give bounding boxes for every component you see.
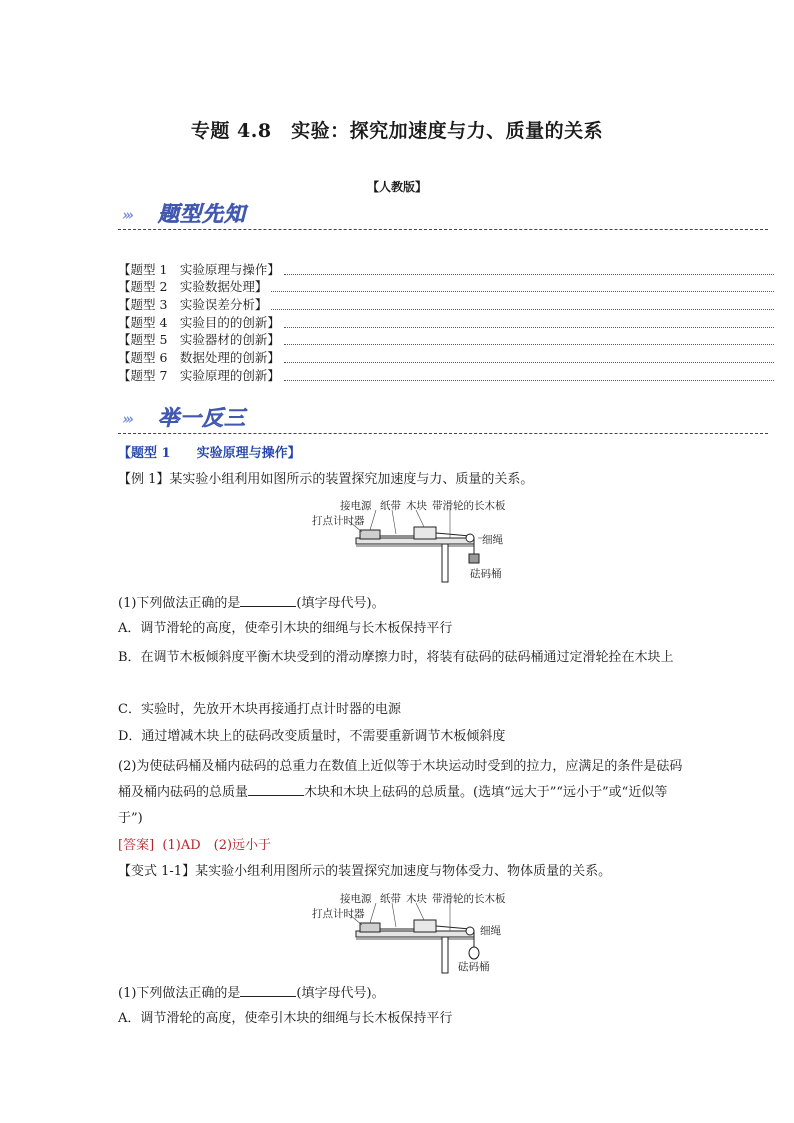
diagram-label: 细绳 [482,534,503,546]
question-text: (1)下列做法正确的是 [118,986,241,1001]
diagram-label: 接电源 [340,893,372,905]
option-a: A．调节滑轮的高度，使牵引木块的细绳与长木板保持平行 [118,1011,453,1026]
diagram-label: 带滑轮的长木板 [432,893,506,905]
toc-leader [284,343,774,345]
toc-item-label: 【题型 1 实验原理与操作】 [118,261,280,277]
question-text: (1)下列做法正确的是 [118,596,241,611]
banner-arrows-icon: ››› [122,410,131,428]
question-text: 木块和木块上砝码的总质量。(选填“远大于”“远小于”或“近似等于”) [118,785,668,826]
divider [118,229,768,230]
toc-leader [284,379,774,381]
question-2 [118,754,690,832]
option-b: B．在调节木板倾斜度平衡木块受到的滑动摩擦力时，将装有砝码的砝码桶通过定滑轮拴在木块上 [118,650,674,665]
diagram-label: 打点计时器 [312,908,365,920]
example-stem-text: 某实验小组利用如图所示的装置探究加速度与力、质量的关系。 [169,472,534,487]
question-text: (填字母代号)。 [296,596,385,611]
answer [118,836,678,856]
divider [118,433,768,434]
question-text: (填字母代号)。 [296,986,385,1001]
option-c: C．实验时，先放开木块再接通打点计时器的电源 [118,702,401,717]
toc-item-label: 【题型 6 数据处理的创新】 [118,350,280,366]
answer-blank[interactable] [240,594,296,607]
toc-item[interactable] [118,260,774,278]
toc-item-label: 【题型 2 实验数据处理】 [118,279,268,295]
option-a: A．调节滑轮的高度，使牵引木块的细绳与长木板保持平行 [118,621,453,636]
banner-arrows-icon: ››› [122,206,131,224]
example-tag: 【例 1】 [118,472,170,487]
diagram-label: 砝码桶 [470,568,502,580]
apparatus-diagram [310,889,510,975]
answer-tag: [答案] [118,838,155,853]
diagram-label: 木块 [406,500,427,512]
toc-item[interactable] [118,313,774,331]
toc-item[interactable] [118,366,774,384]
diagram-label: 纸带 [380,893,401,905]
example-stem [118,470,718,490]
toc-item[interactable] [118,295,774,313]
question-1 [118,594,678,614]
toc-leader [284,273,774,275]
toc-leader [271,290,774,292]
toc-item[interactable] [118,331,774,349]
variant-stem [118,862,718,882]
section-banner-practice [118,404,768,434]
toc-leader [284,326,774,328]
diagram-label: 打点计时器 [312,515,365,527]
edition-label: 【人教版】 [366,180,427,194]
question-text: (2)为使砝码桶及桶内砝码的总重力在数值上近似等于木块运动时受到的拉力，应满足的条件是砝码桶及桶内砝码的总质量 [118,759,683,800]
toc-item-label: 【题型 7 实验原理的创新】 [118,367,280,383]
diagram-label: 木块 [406,893,427,905]
diagram-label: 细绳 [480,925,501,937]
diagram-label: 带滑轮的长木板 [432,500,506,512]
question-1 [118,984,678,1004]
toc-item[interactable] [118,278,774,296]
section-heading: 【题型 1 实验原理与操作】 [118,446,301,461]
page-title: 专题 4.8 实验：探究加速度与力、质量的关系 [190,120,604,142]
answer-text: (1)AD (2)远小于 [162,838,272,853]
variant-tag: 【变式 1-1】 [118,864,196,879]
toc-leader [284,361,774,363]
toc-leader [271,308,774,310]
answer-blank[interactable] [248,783,304,796]
diagram-label: 接电源 [340,500,372,512]
banner-label: 题型先知 [158,202,246,226]
toc-item-label: 【题型 4 实验目的的创新】 [118,314,280,330]
toc-item[interactable] [118,348,774,366]
toc-item-label: 【题型 5 实验器材的创新】 [118,332,280,348]
option-d: D．通过增减木块上的砝码改变质量时，不需要重新调节木板倾斜度 [118,729,506,744]
toc-item-label: 【题型 3 实验误差分析】 [118,297,268,313]
table-of-contents [118,260,774,384]
diagram-label: 砝码桶 [458,961,490,973]
banner-label: 举一反三 [158,406,246,430]
variant-stem-text: 某实验小组利用图所示的装置探究加速度与物体受力、物体质量的关系。 [195,864,612,879]
section-banner-preview [118,200,768,230]
diagram-label: 纸带 [380,500,401,512]
answer-blank[interactable] [240,984,296,997]
apparatus-diagram [310,496,510,584]
